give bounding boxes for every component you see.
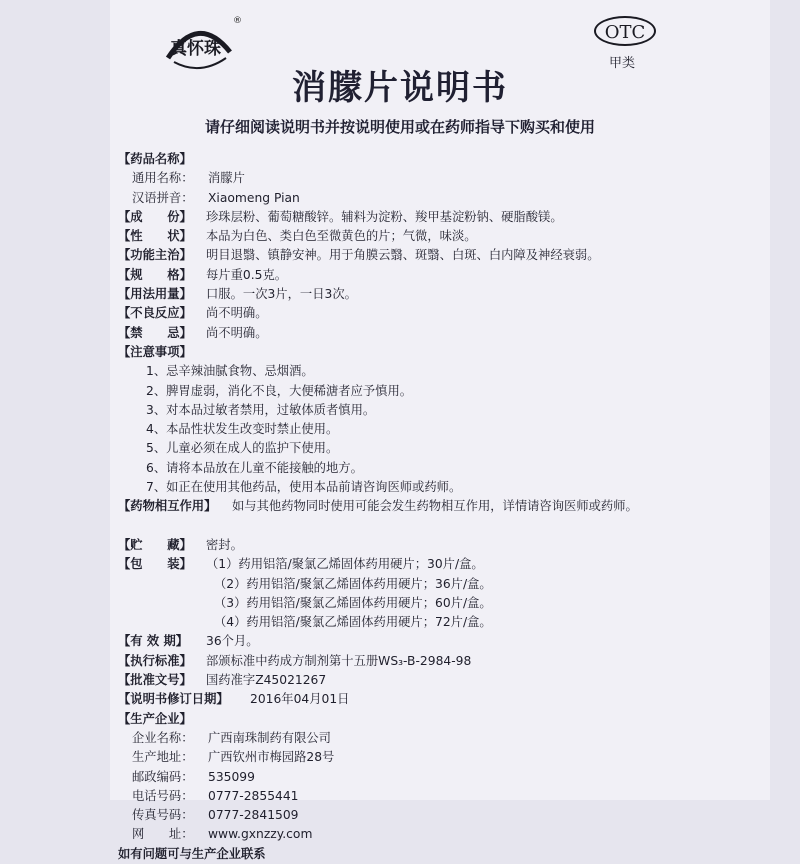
manufacturer-heading: 【生产企业】 xyxy=(118,711,192,726)
manufacturer-fax-row: 传真号码： 0777-2841509 xyxy=(132,808,299,823)
drug-name-heading: 【药品名称】 xyxy=(118,152,192,166)
packaging-item: （3）药用铝箔/聚氯乙烯固体药用硬片；60片/盒。 xyxy=(214,595,492,610)
manufacturer-website-row: 网 址： www.gxnzzy.com xyxy=(132,827,313,842)
properties-row: 【性 状】 本品为白色、类白色至微黄色的片；气微，味淡。 xyxy=(118,229,477,244)
packaging-item: （4）药用铝箔/聚氯乙烯固体药用硬片；72片/盒。 xyxy=(214,615,492,630)
precautions-heading: 【注意事项】 xyxy=(118,344,192,359)
specification-row: 【规 格】 每片重0.5克。 xyxy=(118,267,288,282)
precaution-item: 1、忌辛辣油腻食物、忌烟酒。 xyxy=(146,364,314,379)
leaflet-body xyxy=(118,150,768,864)
precaution-item: 3、对本品过敏者禁用，过敏体质者慎用。 xyxy=(146,402,376,417)
manufacturer-phone-row: 电话号码： 0777-2855441 xyxy=(132,788,299,803)
brand-name: 真怀珠 xyxy=(170,39,221,59)
contraindications-row: 【禁 忌】 尚不明确。 xyxy=(118,325,268,340)
indications-row: 【功能主治】 明目退翳、镇静安神。用于角膜云翳、斑翳、白斑、白内障及神经衰弱。 xyxy=(118,248,600,263)
otc-category: 甲类 xyxy=(609,56,636,71)
revision-row: 【说明书修订日期】 2016年04月01日 xyxy=(118,692,350,707)
otc-badge: OTC xyxy=(594,16,656,46)
precaution-item: 6、请将本品放在儿童不能接触的地方。 xyxy=(146,460,363,475)
interactions-row: 【药物相互作用】 如与其他药物同时使用可能会发生药物相互作用，详情请咨询医师或药师。 xyxy=(118,499,638,514)
ingredients-row: 【成 份】 珍珠层粉、葡萄糖酸锌。辅料为淀粉、羧甲基淀粉钠、硬脂酸镁。 xyxy=(118,209,563,224)
page-title: 消朦片说明书 xyxy=(292,68,508,108)
dosage-row: 【用法用量】 口服。一次3片，一日3次。 xyxy=(118,287,357,302)
contact-footer: 如有问题可与生产企业联系 xyxy=(118,846,266,861)
packaging-row: 【包 装】 （1）药用铝箔/聚氯乙烯固体药用硬片；30片/盒。 xyxy=(118,557,484,572)
packaging-item: （2）药用铝箔/聚氯乙烯固体药用硬片；36片/盒。 xyxy=(214,576,492,591)
precaution-item: 2、脾胃虚弱，消化不良，大便稀溏者应予慎用。 xyxy=(146,383,413,398)
validity-row: 【有 效 期】 36个月。 xyxy=(118,634,259,649)
manufacturer-address-row: 生产地址： 广西钦州市梅园路28号 xyxy=(132,750,335,765)
registered-mark: ® xyxy=(233,16,242,26)
page-subtitle: 请仔细阅读说明书并按说明使用或在药师指导下购买和使用 xyxy=(204,118,595,136)
precaution-item: 4、本品性状发生改变时禁止使用。 xyxy=(146,422,339,437)
pinyin-row: 汉语拼音： Xiaomeng Pian xyxy=(132,190,300,205)
storage-row: 【贮 藏】 密封。 xyxy=(118,537,243,552)
approval-row: 【批准文号】 国药准字Z45021267 xyxy=(118,673,327,688)
manufacturer-zip-row: 邮政编码： 535099 xyxy=(132,769,255,784)
standard-row: 【执行标准】 部颁标准中药成方制剂第十五册WS₃-B-2984-98 xyxy=(118,653,472,668)
adverse-row: 【不良反应】 尚不明确。 xyxy=(118,306,268,321)
manufacturer-name-row: 企业名称： 广西南珠制药有限公司 xyxy=(132,730,331,745)
precaution-item: 7、如正在使用其他药品，使用本品前请咨询医师或药师。 xyxy=(146,480,462,495)
common-name-row: 通用名称： 消朦片 xyxy=(132,171,245,186)
precaution-item: 5、儿童必须在成人的监护下使用。 xyxy=(146,441,339,456)
